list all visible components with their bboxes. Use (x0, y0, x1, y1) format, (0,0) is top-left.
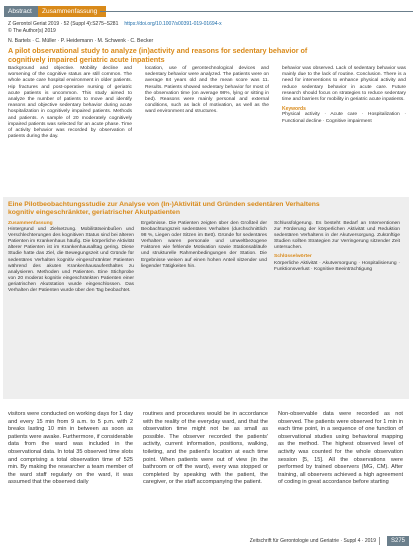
keywords-label: Keywords (282, 106, 306, 113)
page-number: S275 (387, 536, 409, 546)
schluesselwoerter-text: Körperliche Aktivität · Akutversorgung · Hospitalisierung · Funktionsverlust · Kognitive Beeinträchtigung (274, 260, 400, 272)
zusammenfassung-tag: Zusammenfassung (38, 6, 106, 17)
copyright-line: © The Author(s) 2019 (8, 28, 56, 34)
article-meta (8, 21, 222, 35)
abstract-de-col3-text: Schlussfolgerung. Es besteht Bedarf an Interventionen zur Förderung der körperlichen Aktivität und Reduktion sedentären Verhaltens in der Akutversorgung. Zukünftige Studien sollten Strategien zur Verringerung sitzender Zeit untersuchen. (274, 221, 400, 251)
header-rule (100, 11, 413, 12)
footer-divider (379, 537, 380, 545)
abstract-en-col2: location, use of gerontechnological devices and sedentary behavior were analyzed. The patients were on average 84 years old and the mean score was 11. Results. Patients showed sedentary behavior for most of the observation time (on average 98%, lying or sitting in bed). Reasons were mainly personal and external conditions, such as lack of motivation, as well as the ward environment and structures. (145, 66, 269, 115)
abstract-en-col3-text: behavior was observed. Lack of sedentary behavior was mainly due to the lack of routine. Conclusion. There is a need for interventions to enhance physical activity and reduce sedentary behavior in acute care. Future research should focus on strategies to reduce sedentary time and barriers for mobility in geriatric acute inpatients. (282, 66, 406, 103)
body-col3: Non-observable data were recorded as not observed. The patients were observed for 1 min in each time point, in a sequence of one function of observational studies using behavioral mapping as the method. The highest observed level of activity was counted for the whole observation session [5, 15]. All the observations were performed by trained observers (MG, CM). After training, all observers achieved a high agreement of coding in great accordance before starting (278, 411, 403, 486)
journal-line: Z Gerontol Geriat 2019 · 52 (Suppl 4):S275–S281 (8, 21, 119, 27)
body-col1: visitors were conducted on working days for 1 day and every 15 min from 9 a.m. to 5 p.m. with 2 breaks lasting 10 min in between as soon as patients were awake. Furthermore, if considerable data from the ward was included in the observational data. In total 35 observed time slots and comprising a total observation time of 525 min. By making the researcher a team member of the ward staff regularly on the ward, it was assumed that the observed daily (8, 411, 133, 486)
keywords-text: Physical activity · Acute care · Hospitalization · Functional decline · Cognitive impairment (282, 112, 406, 124)
zusammenfassung-heading: Zusammenfassung (8, 221, 53, 226)
abstract-en-col1: Background and objective. Mobility decline and worsening of the cognitive status are still common. The whole acute care hospital environment in older patients. Hip fractures and post-operative nursing of geriatric acute patients is uncommon. This study aimed to analyze the number of patients to move and identify reasons and objective sedentary behavior during acute hospitalization in cognitively impaired patients. Methods and patients. A sample of 20 moderately cognitively impaired patients was selected for an acute phase. Time of activity behavior was recorded by observation of patients during the day. (8, 66, 132, 140)
abstract-de-col2: Ergebnisse. Die Patienten zeigten über den Großteil der Beobachtungszeit sedentäres Verhalten (durchschnittlich 98 %, Liegen oder Sitzen im Bett). Gründe für sedentäres Verhalten waren personale und umweltbezogene Faktoren wie fehlende Motivation sowie Stationsabläufe und strukturelle Rahmenbedingungen der Station. Die Ergebnisse weisen auf einen hohen Anteil sitzender und liegender Tätigkeiten hin. (141, 221, 267, 269)
doi-link[interactable]: https://doi.org/10.1007/s00391-019-01694-x (124, 21, 222, 27)
abstract-en-col3 (282, 66, 406, 125)
footer-journal: Zeitschrift für Gerontologie und Geriatrie · Suppl 4 · 2019 (249, 538, 376, 544)
german-title: Eine Pilotbeobachtungsstudie zur Analyse von (In-)Aktivität und Gründen sedentären Verhaltens kognitiv eingeschränkter, geriatrischer Akutpatienten (8, 201, 320, 217)
section-header (0, 6, 413, 17)
abstract-de-col1-text: Hintergrund und Zielsetzung. Mobilitätseinbußen und Verschlechterungen des kognitiven Status sind bei älteren Patienten im Krankenhaus häufig. Die körperliche Aktivität älterer Patienten ist im Krankenhausalltag gering. Diese Studie hatte das Ziel, die Bewegungszeit und Gründe für sedentäres Verhalten kognitiv eingeschränkter Patienten während des akuten Krankenhausaufenthaltes zu analysieren. Methoden und Patienten. Eine Stichprobe von 20 moderat kognitiv eingeschränkten Patienten einer geriatrischen Akutstation wurde eingeschlossen. Das Verhalten der Patienten wurde über den Tag beobachtet. (8, 227, 134, 294)
english-title: A pilot observational study to analyze (in)activity and reasons for sedentary behavior of cognitively impaired geriatric acute inpatients (8, 46, 308, 64)
german-abstract-box (3, 197, 409, 399)
body-col2: routines and procedures would be in accordance with the reality of the everyday ward, and that the observation time might not be as small as possible. The observer recorded the patients' activity, current information, positions, walking, toileting, and the patient's location at each time point. When patients were out of view (in the bathroom or off the ward), every was stopped or completed by speaking with the patient, the caregiver, or the staff accompanying the patient. (143, 411, 268, 486)
english-abstract (8, 66, 406, 190)
schluesselwoerter-label: Schlüsselwörter (274, 254, 312, 260)
author-list: N. Bartels · C. Müller · P. Heidemann · M. Schwenk · C. Becker (8, 38, 154, 44)
abstract-de-col3 (274, 221, 400, 273)
abstract-tag: Abstract (4, 6, 44, 17)
page-footer (250, 536, 409, 546)
abstract-de-col1 (8, 221, 134, 294)
